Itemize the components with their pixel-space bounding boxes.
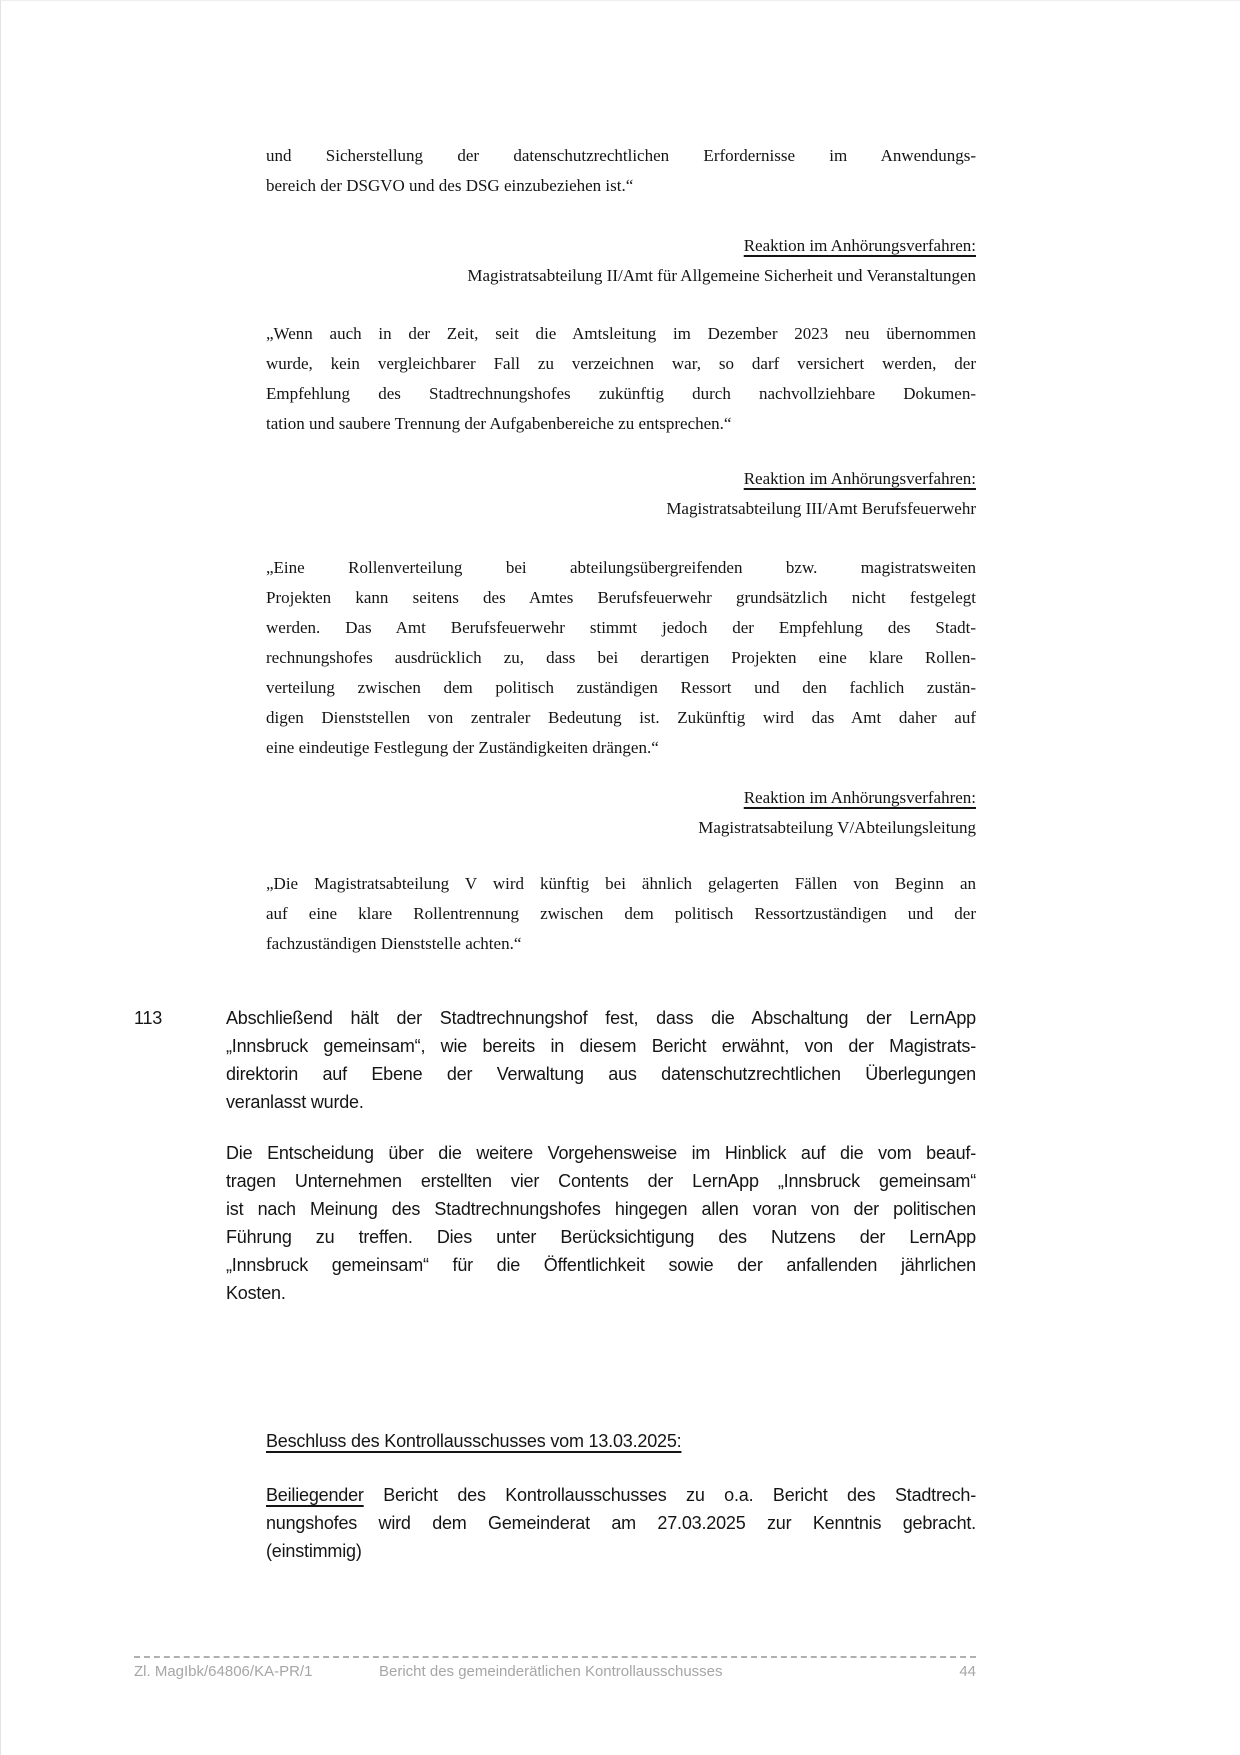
reaktion-heading-text: Reaktion im Anhörungsverfahren: xyxy=(743,469,976,488)
reaktion-block-ma2 xyxy=(266,231,976,291)
page-footer xyxy=(134,1656,976,1683)
reaktion-org: Magistratsabteilung V/Abteilungsleitung xyxy=(698,818,976,837)
text-line: werden. Das Amt Berufsfeuerwehr stimmt jedoch der Empfehlung des Stadt- xyxy=(266,618,976,637)
paragraph-113 xyxy=(134,1004,976,1116)
quote-ma5-paragraph xyxy=(266,869,976,959)
text-line: „Wenn auch in der Zeit, seit die Amtsleitung im Dezember 2023 neu übernommen xyxy=(266,324,976,343)
text-line: „Innsbruck gemeinsam“ für die Öffentlichkeit sowie der anfallenden jährlichen xyxy=(226,1255,976,1275)
footer-row xyxy=(134,1663,976,1683)
text-line: Abschließend hält der Stadtrechnungshof fest, dass die Abschaltung der LernApp xyxy=(226,1008,976,1028)
text-line: Kosten. xyxy=(226,1283,286,1303)
reaktion-org: Magistratsabteilung II/Amt für Allgemeine Sicherheit und Veranstaltungen xyxy=(467,266,976,285)
text-line: und Sicherstellung der datenschutzrechtlichen Erfordernisse im Anwendungs- xyxy=(266,146,976,165)
footer-reference: Zl. MagIbk/64806/KA-PR/1 xyxy=(134,1663,313,1680)
reaktion-heading xyxy=(266,231,976,261)
text-line: wurde, kein vergleichbarer Fall zu verzeichnen war, so darf versichert werden, der xyxy=(266,354,976,373)
quote-ma2-paragraph xyxy=(266,319,976,439)
beiliegender-line1-rest: Bericht des Kontrollausschusses zu o.a. Bericht des Stadtrech- xyxy=(363,1485,976,1505)
text-line: verteilung zwischen dem politisch zuständigen Ressort und den fachlich zustän- xyxy=(266,678,976,697)
page-content xyxy=(1,1,1240,1565)
text-line: „Die Magistratsabteilung V wird künftig bei ähnlich gelagerten Fällen von Beginn an xyxy=(266,874,976,893)
text-line: „Innsbruck gemeinsam“, wie bereits in diesem Bericht erwähnt, von der Magistrats- xyxy=(226,1036,976,1056)
paragraph-113-text xyxy=(226,1004,976,1116)
quote-ma3-paragraph xyxy=(266,553,976,763)
paragraph-number: 113 xyxy=(134,1008,163,1028)
text-line: digen Dienststellen von zentraler Bedeutung ist. Zukünftig wird das Amt daher auf xyxy=(266,708,976,727)
text-line: Empfehlung des Stadtrechnungshofes zukünftig durch nachvollziehbare Dokumen- xyxy=(266,384,976,403)
reaktion-heading-text: Reaktion im Anhörungsverfahren: xyxy=(743,788,976,807)
quote-intro-paragraph xyxy=(266,141,976,201)
text-line: (einstimmig) xyxy=(266,1541,362,1561)
reaktion-org: Magistratsabteilung III/Amt Berufsfeuerwehr xyxy=(666,499,976,518)
reaktion-block-ma5 xyxy=(266,783,976,843)
text-line: Führung zu treffen. Dies unter Berücksichtigung des Nutzens der LernApp xyxy=(226,1227,976,1247)
footer-page-number: 44 xyxy=(959,1663,976,1680)
text-line: nungshofes wird dem Gemeinderat am 27.03.2025 zur Kenntnis gebracht. xyxy=(266,1513,976,1533)
paragraph-entscheidung xyxy=(226,1139,976,1307)
text-line: veranlasst wurde. xyxy=(226,1092,364,1112)
text-line: ist nach Meinung des Stadtrechnungshofes hingegen allen voran von der politischen xyxy=(226,1199,976,1219)
text-line: direktorin auf Ebene der Verwaltung aus datenschutzrechtlichen Überlegungen xyxy=(226,1064,976,1084)
reaktion-heading xyxy=(266,464,976,494)
text-line: „Eine Rollenverteilung bei abteilungsübergreifenden bzw. magistratsweiten xyxy=(266,558,976,577)
text-line xyxy=(266,1481,976,1509)
text-line: Die Entscheidung über die weitere Vorgehensweise im Hinblick auf die vom beauf- xyxy=(226,1143,976,1163)
beiliegender-underlined-word: Beiliegender xyxy=(266,1485,364,1505)
text-line: eine eindeutige Festlegung der Zuständigkeiten drängen.“ xyxy=(266,738,659,757)
text-line: tation und saubere Trennung der Aufgabenbereiche zu entsprechen.“ xyxy=(266,414,732,433)
text-line: tragen Unternehmen erstellten vier Contents der LernApp „Innsbruck gemeinsam“ xyxy=(226,1171,976,1191)
text-line: auf eine klare Rollentrennung zwischen dem politisch Ressortzuständigen und der xyxy=(266,904,976,923)
reaktion-heading-text: Reaktion im Anhörungsverfahren: xyxy=(743,236,976,255)
beschluss-heading xyxy=(266,1427,976,1455)
text-line: fachzuständigen Dienststelle achten.“ xyxy=(266,934,522,953)
reaktion-block-ma3 xyxy=(266,464,976,524)
reaktion-heading xyxy=(266,783,976,813)
text-line: Projekten kann seitens des Amtes Berufsfeuerwehr grundsätzlich nicht festgelegt xyxy=(266,588,976,607)
footer-title: Bericht des gemeinderätlichen Kontrollausschusses xyxy=(379,1663,723,1680)
beschluss-heading-text: Beschluss des Kontrollausschusses vom 13.03.2025: xyxy=(266,1431,682,1451)
text-line: bereich der DSGVO und des DSG einzubeziehen ist.“ xyxy=(266,176,634,195)
text-line: rechnungshofes ausdrücklich zu, dass bei derartigen Projekten eine klare Rollen- xyxy=(266,648,976,667)
beiliegender-paragraph xyxy=(266,1481,976,1565)
